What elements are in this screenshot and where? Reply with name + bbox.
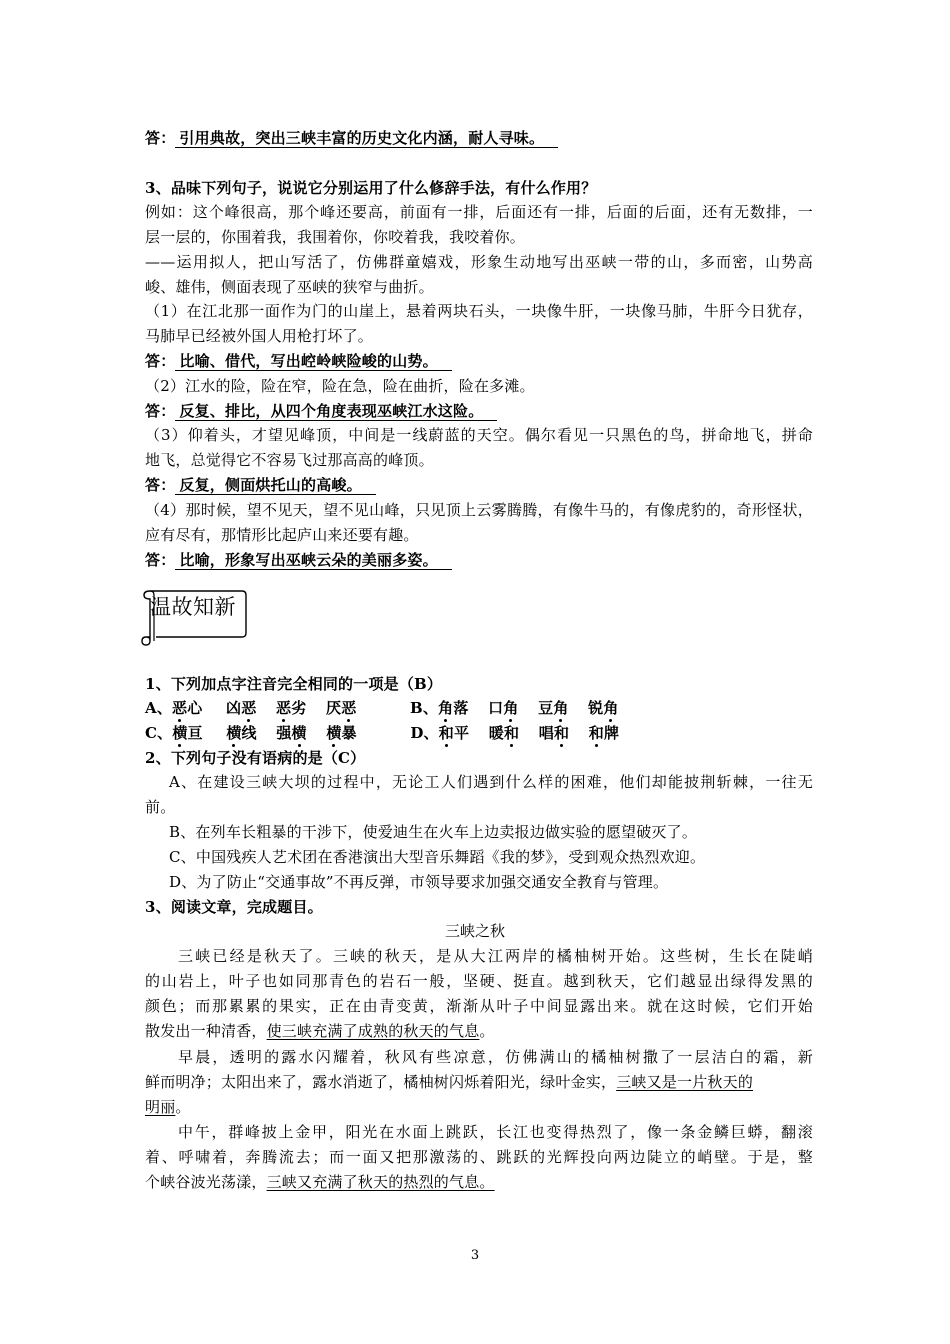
answer-text: 比喻，形象写出巫峡云朵的美丽多姿。 [175, 551, 451, 570]
dotted-char: 角 [438, 699, 454, 717]
answer-text: 引用典故，突出三峡丰富的历史文化内涵，耐人寻味。 [175, 129, 558, 148]
dotted-char: 角 [603, 699, 619, 717]
dotted-char: 横 [291, 724, 307, 742]
option-word: 强横 [276, 724, 307, 742]
sentence-3-line-1: （3）仰着头，才望见峰顶，中间是一线蔚蓝的天空。偶尔看见一只黑色的鸟，拼命地飞，拼命 [145, 426, 813, 444]
underlined-text: 三峡又是一片秋天的 [616, 1073, 754, 1091]
review-q2-option-a-line-2: 前。 [145, 798, 176, 816]
sentence-1-line-2: 马肺早已经被外国人用枪打坏了。 [145, 327, 374, 345]
option-label: C、 [145, 724, 173, 742]
option-word: 唱和 [538, 724, 570, 742]
article-p1-line-4 [145, 1020, 495, 1042]
review-q1-options-row-2 [145, 722, 619, 744]
answer-label: 答： [145, 551, 176, 569]
sentence-3-line-2: 地飞，总觉得它不容易飞过那高高的峰顶。 [145, 451, 434, 469]
dotted-char: 和 [553, 724, 570, 742]
option-word: 横亘 [172, 724, 203, 742]
option-word: 和平 [438, 724, 470, 742]
underlined-text: 使三峡充满了成熟的秋天的气息 [266, 1022, 480, 1040]
example-line-1: 例如：这个峰很高，那个峰还要高，前面有一排，后面还有一排，后面的后面，还有无数排，一 [145, 203, 813, 221]
example-line-2: 层一层的，你围着我，我围着你，你咬着我，我咬着你。 [145, 228, 526, 246]
review-q1-options-row-1 [145, 697, 619, 719]
review-q2-option-a-line-1: A、在建设三峡大坝的过程中，无论工人们遇到什么样的困难，他们却能披荆斩棘，一往无 [169, 773, 813, 791]
article-p1-line-1: 三峡已经是秋天了。三峡的秋天，是从大江两岸的橘柚树开始。这些树，生长在陡峭 [178, 947, 813, 965]
sentence-2: （2）江水的险，险在窄，险在急，险在曲折，险在多滩。 [145, 377, 535, 395]
answer-3 [145, 474, 376, 496]
dotted-char: 和 [503, 724, 520, 742]
option-word: 恶劣 [276, 699, 307, 717]
article-p3-line-3 [145, 1171, 495, 1193]
article-text: 鲜而明净；太阳出来了，露水消逝了，橘柚树闪烁着阳光，绿叶金实， [145, 1073, 617, 1091]
article-p3-line-1: 中午，群峰披上金甲，阳光在水面上跳跃，长江也变得热烈了，像一条金鳞巨蟒，翻滚 [178, 1123, 813, 1141]
option-word: 口角 [488, 699, 519, 717]
option-word: 横暴 [326, 724, 357, 742]
sentence-4-line-1: （4）那时候，望不见天，望不见山峰，只见顶上云雾腾腾，有像牛马的，有像虎豹的，奇形怪状， [145, 501, 813, 519]
option-word: 暖和 [488, 724, 520, 742]
article-p2-line-3 [145, 1096, 191, 1118]
option-word: 和牌 [588, 724, 620, 742]
answer-4 [145, 549, 452, 571]
option-word: 凶恶 [226, 699, 257, 717]
review-q2-option-d: D、为了防止“交通事故”不再反弹，市领导要求加强交通安全教育与管理。 [169, 873, 669, 891]
page-number: 3 [470, 1248, 480, 1263]
underlined-text: 三峡又充满了秋天的热烈的气息。 [266, 1173, 495, 1191]
answer-2 [145, 400, 497, 422]
review-q2-option-c: C、中国残疾人艺术团在香港演出大型音乐舞蹈《我的梦》，受到观众热烈欢迎。 [169, 848, 706, 866]
article-text: 个峡谷波光荡漾， [145, 1173, 267, 1191]
dotted-char: 恶 [241, 699, 257, 717]
article-p1-line-3: 颜色；而那累累的果实，正在由青变黄，渐渐从叶子中间显露出来。就在这时候，它们开始 [145, 997, 813, 1015]
top-answer [145, 127, 558, 149]
dotted-char: 角 [553, 699, 569, 717]
article-p2-line-1: 早晨，透明的露水闪耀着，秋风有些凉意，仿佛满山的橘柚树撒了一层洁白的霜，新 [178, 1048, 813, 1066]
dotted-char: 恶 [276, 699, 292, 717]
question-3-heading: 3、品味下列句子，说说它分别运用了什么修辞手法，有什么作用？ [145, 179, 597, 197]
review-question-1: 1、下列加点字注音完全相同的一项是（B） [145, 675, 443, 693]
underlined-text: 明丽 [145, 1098, 176, 1116]
answer-label: 答： [145, 352, 176, 370]
dotted-char: 角 [503, 699, 519, 717]
sentence-1-line-1: （1）在江北那一面作为门的山崖上，悬着两块石头，一块像牛肝，一块像马肺，牛肝今日犹存， [145, 302, 813, 320]
option-word: 恶心 [172, 699, 203, 717]
explain-line-2: 峻、雄伟，侧面表现了巫峡的狭窄与曲折。 [145, 278, 434, 296]
article-p1-line-2: 的山岩上，叶子也如同那青色的岩石一般，坚硬、挺直。越到秋天，它们越显出绿得发黑的 [145, 972, 813, 990]
option-word: 横线 [226, 724, 257, 742]
dotted-char: 和 [588, 724, 604, 742]
dotted-char: 恶 [172, 699, 188, 717]
dotted-char: 横 [326, 724, 342, 742]
option-word: 厌恶 [326, 699, 357, 717]
answer-text: 反复、排比，从四个角度表现巫峡江水这险。 [175, 402, 497, 421]
review-question-3: 3、阅读文章，完成题目。 [145, 898, 323, 916]
option-word: 锐角 [588, 699, 619, 717]
answer-label: 答： [145, 129, 176, 147]
dotted-char: 横 [172, 724, 188, 742]
dotted-char: 横 [226, 724, 242, 742]
option-label: A、 [145, 699, 173, 717]
answer-label: 答： [145, 476, 176, 494]
article-text: 。 [175, 1098, 191, 1116]
article-text: 。 [479, 1022, 495, 1040]
section-banner-label: 温故知新 [150, 595, 236, 619]
answer-label: 答： [145, 402, 176, 420]
article-p3-line-2: 着、呼啸着，奔腾流去；而一面又把那激荡的、跳跃的光辉投向两边陡立的峭壁。于是，整 [145, 1148, 813, 1166]
dotted-char: 和 [438, 724, 454, 742]
answer-1 [145, 350, 452, 372]
review-question-2: 2、下列句子没有语病的是（C） [145, 749, 366, 767]
explain-line-1: ——运用拟人，把山写活了，仿佛群童嬉戏，形象生动地写出巫峡一带的山，多而密，山势高 [145, 253, 813, 271]
article-text: 散发出一种清香， [145, 1022, 267, 1040]
option-label: B、 [410, 699, 439, 717]
sentence-4-line-2: 应有尽有，那情形比起庐山来还要有趣。 [145, 526, 419, 544]
review-q2-option-b: B、在列车长粗暴的干涉下，使爱迪生在火车上边卖报边做实验的愿望破灭了。 [169, 823, 698, 841]
answer-text: 比喻、借代，写出崆岭峡险峻的山势。 [175, 352, 451, 371]
article-title: 三峡之秋 [444, 922, 505, 940]
option-label: D、 [410, 724, 439, 742]
answer-text: 反复，侧面烘托山的高峻。 [175, 476, 375, 495]
option-word: 豆角 [538, 699, 569, 717]
article-p2-line-2 [145, 1071, 753, 1093]
dotted-char: 恶 [341, 699, 357, 717]
option-word: 角落 [438, 699, 469, 717]
